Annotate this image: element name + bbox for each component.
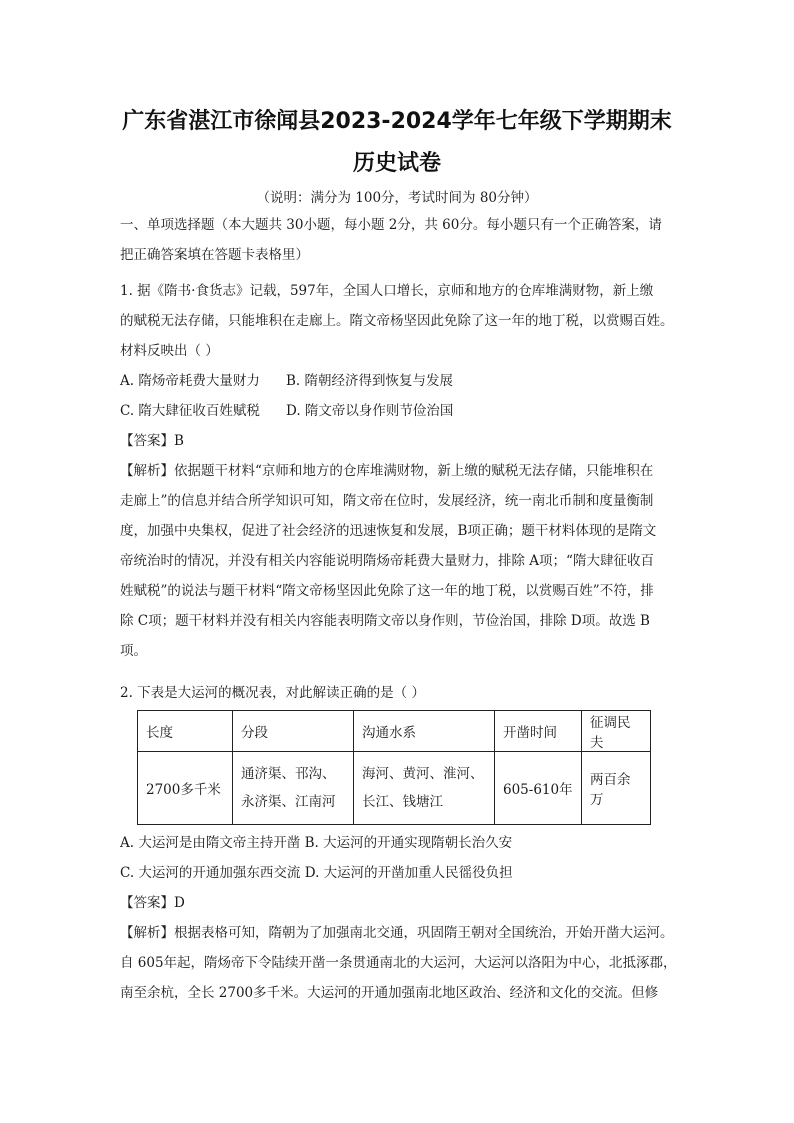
table-cell-length: 2700多千米 bbox=[138, 752, 233, 825]
q2-answer: 【答案】D bbox=[120, 895, 185, 911]
table-cell-segments bbox=[233, 752, 354, 825]
q1-options-cd bbox=[120, 396, 660, 426]
table-row bbox=[138, 752, 651, 825]
exam-note: （说明：满分为 100分，考试时间为 80分钟） bbox=[256, 190, 538, 206]
table-cell-line: 海河、黄河、淮河、 bbox=[362, 766, 484, 782]
q2-analysis-line: 自 605年起，隋炀帝下令陆续开凿一条贯通南北的大运河，大运河以洛阳为中心，北抵涿郡， bbox=[120, 955, 677, 971]
q1-analysis-line: 项。 bbox=[120, 643, 147, 659]
table-header-cell: 长度 bbox=[138, 711, 233, 752]
q1-analysis-line: 姓赋税”的说法与题干材料“隋文帝杨坚因此免除了这一年的地丁税，以赏赐百姓”不符，排 bbox=[120, 583, 654, 599]
table-header-cell: 开凿时间 bbox=[495, 711, 582, 752]
q2-options-cd: C. 大运河的开通加强东西交流 D. 大运河的开凿加重人民徭役负担 bbox=[120, 865, 513, 881]
exam-title: 广东省湛江市徐闻县2023-2024学年七年级下学期期末 bbox=[122, 109, 672, 134]
q1-analysis-line: 帝统治时的情况，并没有相关内容能说明隋炀帝耗费大量财力，排除 A项；“隋大肆征收百 bbox=[120, 553, 654, 569]
q1-option-a: A. 隋炀帝耗费大量财力 bbox=[120, 373, 260, 389]
q1-options-ab bbox=[120, 366, 660, 396]
q1-answer: 【答案】B bbox=[120, 433, 184, 449]
q1-analysis-line: 度，加强中央集权，促进了社会经济的迅速恢复和发展，B项正确；题干材料体现的是隋文 bbox=[120, 523, 657, 539]
question-2-stem bbox=[120, 678, 660, 708]
table-header-row bbox=[138, 711, 651, 752]
q1-stem: 的赋税无法存储，只能堆积在走廊上。隋文帝杨坚因此免除了这一年的地丁税，以赏赐百姓。 bbox=[120, 313, 674, 329]
q1-analysis-line: 除 C项；题干材料并没有相关内容能表明隋文帝以身作则，节俭治国，排除 D项。故选 B bbox=[120, 613, 650, 629]
q1-option-b: B. 隋朝经济得到恢复与发展 bbox=[286, 373, 454, 389]
question-1 bbox=[120, 276, 674, 666]
q2-stem: 2. 下表是大运河的概况表，对此解读正确的是（ ） bbox=[120, 685, 425, 701]
section-line: 把正确答案填在答题卡表格里） bbox=[120, 247, 309, 263]
table-header-cell: 分段 bbox=[233, 711, 354, 752]
q2-analysis-line: 南至余杭，全长 2700多千米。大运河的开通加强南北地区政治、经济和文化的交流。但修 bbox=[120, 985, 659, 1001]
question-2-body bbox=[120, 828, 677, 1008]
table-header-cell: 征调民夫 bbox=[582, 711, 651, 752]
table-cell-rivers bbox=[354, 752, 495, 825]
exam-subject: 历史试卷 bbox=[352, 151, 441, 176]
table-cell-line: 永济渠、江南河 bbox=[241, 794, 336, 810]
q2-options-ab: A. 大运河是由隋文帝主持开凿 B. 大运河的开通实现隋朝长治久安 bbox=[120, 835, 513, 851]
q1-option-c: C. 隋大肆征收百姓赋税 bbox=[120, 403, 260, 419]
table-cell-line: 长江、钱塘江 bbox=[362, 794, 443, 810]
q1-option-d: D. 隋文帝以身作则节俭治国 bbox=[286, 403, 454, 419]
canal-table bbox=[137, 710, 651, 825]
table-cell-labor: 两百余万 bbox=[582, 752, 651, 825]
table-cell-time: 605-610年 bbox=[495, 752, 582, 825]
table-header-cell: 沟通水系 bbox=[354, 711, 495, 752]
q1-analysis-line: 【解析】依据题干材料“京师和地方的仓库堆满财物，新上缴的赋税无法存储，只能堆积在 bbox=[120, 463, 654, 479]
q1-analysis-line: 走廊上”的信息并结合所学知识可知，隋文帝在位时，发展经济，统一南北币制和度量衡制 bbox=[120, 493, 654, 509]
section-line: 一、单项选择题（本大题共 30小题，每小题 2分，共 60分。每小题只有一个正确答案，请 bbox=[120, 217, 662, 233]
q1-stem: 1. 据《隋书·食货志》记载，597年，全国人口增长，京师和地方的仓库堆满财物，新上缴 bbox=[120, 283, 654, 299]
q2-analysis-line: 【解析】根据表格可知，隋朝为了加强南北交通，巩固隋王朝对全国统治，开始开凿大运河。 bbox=[120, 925, 674, 941]
table-cell-line: 通济渠、邗沟、 bbox=[241, 766, 336, 782]
q1-stem: 材料反映出（ ） bbox=[120, 343, 219, 359]
section-instructions bbox=[120, 210, 660, 270]
